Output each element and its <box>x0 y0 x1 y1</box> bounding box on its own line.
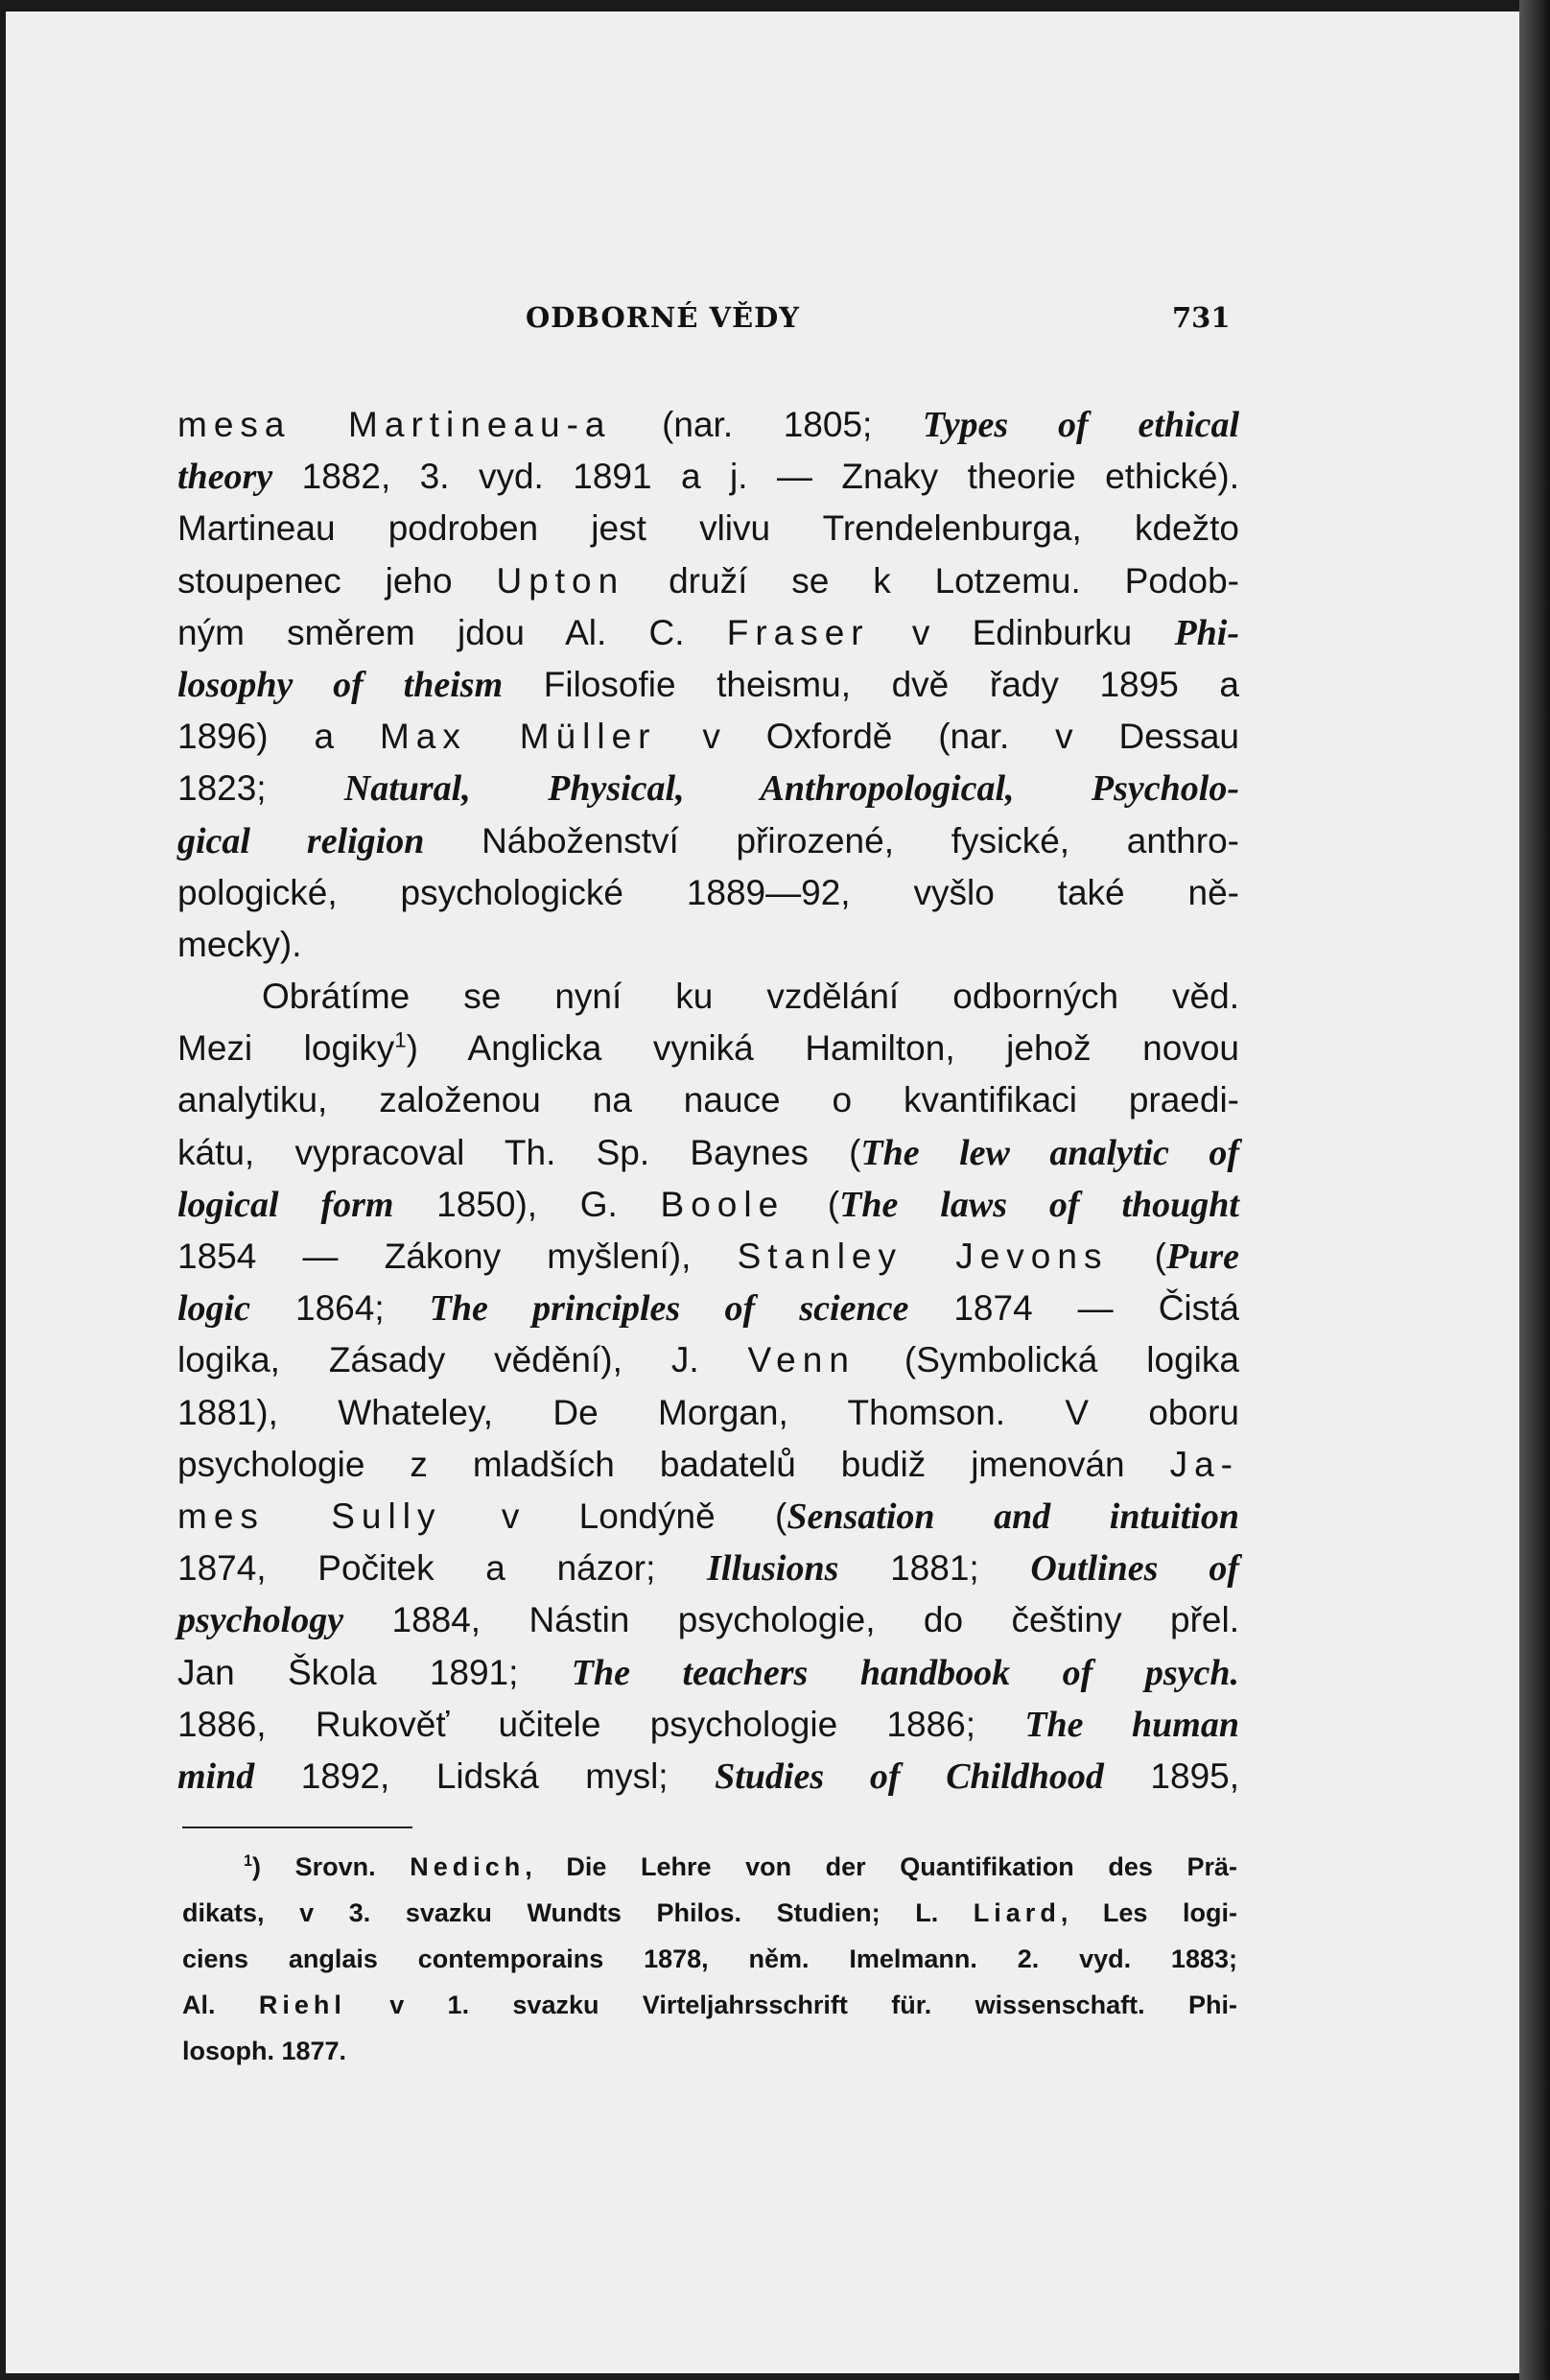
spaced-name: Nedich <box>410 1852 526 1881</box>
italic-title: Outlines of <box>1030 1548 1239 1590</box>
spaced-name: Stanley Jevons <box>737 1237 1109 1276</box>
italic-title: Studies of Childhood <box>715 1756 1104 1797</box>
text-line <box>177 867 1239 919</box>
text-run: ( <box>785 1184 840 1224</box>
text-line <box>177 1283 1239 1334</box>
text-line <box>177 503 1239 554</box>
text-line <box>177 711 1239 763</box>
italic-title: Illusions <box>707 1548 839 1590</box>
text-run: logika, Zásady vědění), J. <box>177 1340 748 1380</box>
text-run: ) Anglicka vyniká Hamilton, jehož novou <box>406 1028 1239 1069</box>
italic-title: The teachers handbook of psych. <box>571 1652 1240 1693</box>
text-line <box>177 1074 1239 1126</box>
text-line <box>177 1334 1239 1386</box>
text-run: 1881), Whateley, De Morgan, Thomson. V oboru <box>177 1392 1239 1432</box>
text-run: kátu, vypracoval Th. Sp. Baynes ( <box>177 1132 861 1172</box>
spaced-name: Ja- <box>1169 1444 1239 1484</box>
spaced-name: Upton <box>496 560 625 601</box>
text-run: stoupenec jeho <box>177 560 497 601</box>
text-run: 1823; <box>177 768 344 809</box>
text-line <box>177 1023 1239 1074</box>
text-run: 1896) a <box>177 717 380 757</box>
text-run: ( <box>1108 1237 1166 1276</box>
text-run: Martineau podroben jest vlivu Trendelenburga, kdežto <box>177 508 1239 549</box>
text-run: , Die Lehre von der Quantifikation des Prä- <box>525 1852 1237 1881</box>
italic-title: The principles of science <box>429 1288 909 1330</box>
text-run: Al. <box>182 1991 259 2019</box>
text-line <box>177 1387 1239 1439</box>
text-run: , Les logi- <box>1060 1898 1237 1927</box>
body-text <box>177 399 1239 1803</box>
spaced-name: mesa Martineau-a <box>177 405 612 444</box>
spaced-name: Boole <box>660 1184 786 1224</box>
footnote-line <box>182 1982 1237 2028</box>
text-run: 1874, Počitek a názor; <box>177 1548 708 1589</box>
spaced-name: mes Sully <box>177 1496 442 1536</box>
text-run: psychologie z mladších badatelů budiž jmenován <box>177 1444 1170 1484</box>
text-run: Obrátíme se nyní ku vzdělání odborných věd. <box>262 977 1239 1017</box>
text-line <box>177 451 1239 503</box>
italic-title: The lew analytic of <box>860 1132 1239 1173</box>
running-title: ODBORNÉ VĚDY <box>526 301 800 334</box>
text-run: 1854 — Zákony myšlení), <box>177 1237 738 1276</box>
text-run: ným směrem jdou Al. C. <box>177 612 727 652</box>
italic-title: gical religion <box>177 820 425 861</box>
text-run: 1895, <box>1103 1756 1240 1796</box>
text-line <box>177 1491 1239 1543</box>
text-run: 1874 — Čistá <box>908 1288 1239 1329</box>
text-run: 1864; <box>249 1288 430 1329</box>
text-run: v 1. svazku Virteljahrsschrift für. wissenschaft. Phi- <box>345 1991 1237 2019</box>
italic-title: logic <box>177 1288 250 1330</box>
text-run: 1881; <box>838 1548 1031 1589</box>
text-line <box>177 1647 1239 1699</box>
text-run: Jan Škola 1891; <box>177 1652 572 1692</box>
footnote-mark: 1 <box>244 1852 253 1870</box>
text-line <box>177 1594 1239 1646</box>
italic-title: losophy of theism <box>177 664 504 705</box>
spaced-name: Venn <box>747 1340 856 1380</box>
text-line <box>177 1439 1239 1491</box>
text-line <box>177 1231 1239 1283</box>
text-line <box>177 1179 1239 1231</box>
italic-title: theory <box>177 457 273 498</box>
footnote-line <box>182 2028 1237 2074</box>
text-run: Filosofie theismu, dvě řady 1895 a <box>503 664 1239 704</box>
text-run: v Edinburku <box>869 612 1175 652</box>
italic-title: The laws of thought <box>839 1184 1239 1225</box>
italic-title: Natural, Physical, Anthropological, Psycholo- <box>343 768 1239 810</box>
footnote-mark: 1 <box>394 1027 407 1052</box>
text-run: dikats, v 3. svazku Wundts Philos. Studien; L. <box>182 1898 974 1927</box>
italic-title: Sensation and intuition <box>787 1496 1239 1537</box>
text-line <box>177 1751 1239 1803</box>
text-run: v Londýně ( <box>441 1496 787 1536</box>
italic-title: Phi- <box>1174 612 1239 653</box>
text-run: v Oxfordě (nar. v Dessau <box>656 717 1239 757</box>
footnote-line <box>182 1844 1237 1890</box>
scan-edge <box>1519 0 1550 2380</box>
text-run: (Symbolická logika <box>855 1340 1239 1380</box>
text-run: Náboženství přirozené, fysické, anthro- <box>424 820 1239 860</box>
text-line <box>177 399 1239 451</box>
footnote-divider <box>182 1826 412 1828</box>
spaced-name: Fraser <box>726 612 870 652</box>
text-run: ciens anglais contemporains 1878, něm. Imelmann. 2. vyd. 1883; <box>182 1944 1237 1973</box>
text-line <box>177 919 1239 971</box>
footnote-line <box>182 1890 1237 1936</box>
text-run: ) Srovn. <box>252 1852 411 1881</box>
text-run: 1884, Nástin psychologie, do češtiny přel. <box>343 1600 1239 1640</box>
spaced-name: Max Müller <box>379 717 657 757</box>
text-run: mecky). <box>177 924 302 964</box>
text-line <box>177 555 1239 607</box>
text-line <box>177 815 1239 867</box>
italic-title: logical form <box>177 1184 394 1225</box>
text-run: pologické, psychologické 1889—92, vyšlo také ně- <box>177 872 1239 912</box>
footnote <box>182 1844 1237 2074</box>
spaced-name: Riehl <box>258 1991 346 2019</box>
italic-title: Pure <box>1166 1237 1239 1277</box>
text-run: 1882, 3. vyd. 1891 a j. — Znaky theorie ethické). <box>272 457 1239 497</box>
spaced-name: Liard <box>973 1898 1061 1927</box>
page-number: 731 <box>1172 301 1231 334</box>
text-run: Mezi logiky <box>177 1028 395 1069</box>
text-run: losoph. 1877. <box>182 2037 347 2065</box>
text-run: druží se k Lotzemu. Podob- <box>624 560 1239 601</box>
text-line <box>177 763 1239 814</box>
text-line <box>177 1127 1239 1179</box>
text-line <box>177 1543 1239 1594</box>
footnote-line <box>182 1936 1237 1982</box>
text-run: (nar. 1805; <box>611 405 923 444</box>
text-run: 1892, Lidská mysl; <box>254 1756 716 1796</box>
italic-title: mind <box>177 1756 255 1797</box>
text-line <box>177 971 1239 1023</box>
text-line <box>177 1699 1239 1751</box>
italic-title: psychology <box>177 1600 344 1641</box>
italic-title: The human <box>1024 1704 1239 1745</box>
text-run: 1886, Rukověť učitele psychologie 1886; <box>177 1704 1025 1744</box>
book-page <box>6 12 1519 2373</box>
text-run: 1850), G. <box>393 1184 661 1224</box>
text-run: analytiku, založenou na nauce o kvantifikaci praedi- <box>177 1080 1239 1120</box>
italic-title: Types of ethical <box>922 405 1240 445</box>
text-line <box>177 659 1239 711</box>
text-line <box>177 607 1239 659</box>
